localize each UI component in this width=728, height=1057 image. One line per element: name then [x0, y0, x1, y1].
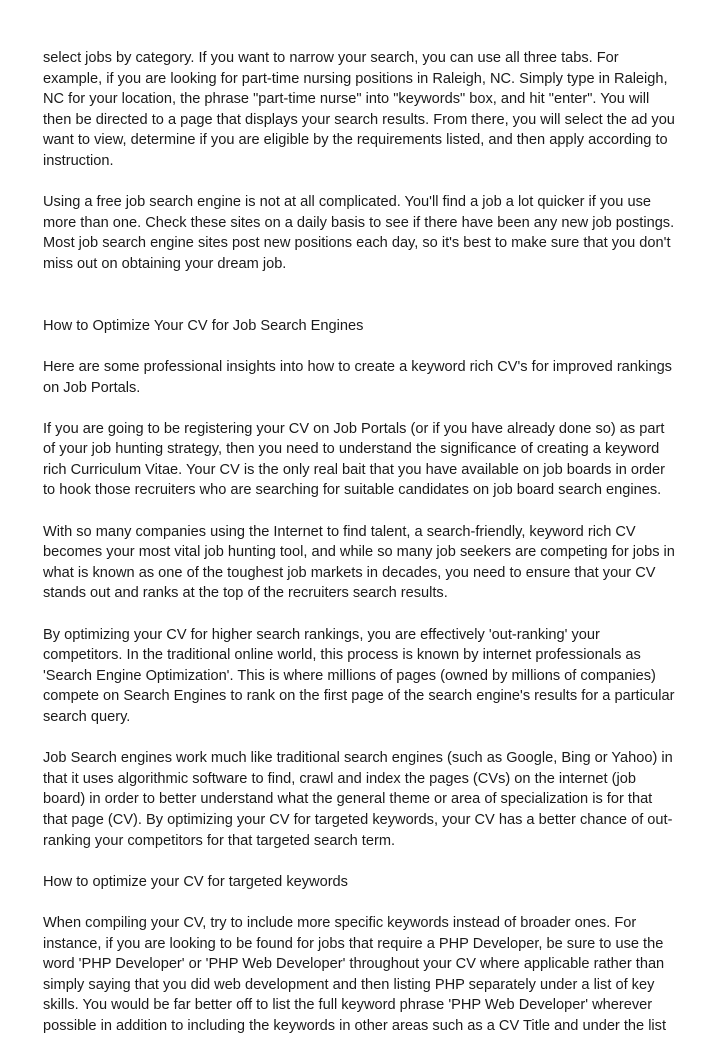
text-line: instruction.: [43, 152, 114, 169]
text-line: When compiling your CV, try to include more specific keywords instead of broader ones. For: [43, 914, 637, 931]
text-line: to hook those recruiters who are searching for suitable candidates on job board search engines.: [43, 482, 662, 499]
text-line: board) in order to better understand what the general theme or area of specialization is for that: [43, 791, 653, 808]
text-line: Here are some professional insights into how to create a keyword rich CV's for improved rankings: [43, 358, 672, 375]
section-heading-targeted-keywords: [43, 872, 688, 893]
text-line: NC for your location, the phrase "part-time nurse" into "keywords" box, and hit "enter". You will: [43, 91, 650, 108]
text-line: example, if you are looking for part-time nursing positions in Raleigh, NC. Simply type in Raleigh,: [43, 70, 668, 87]
text-line: on Job Portals.: [43, 379, 141, 396]
text-line: more than one. Check these sites on a daily basis to see if there have been any new job postings.: [43, 214, 675, 231]
text-line: search query.: [43, 709, 131, 725]
text-line: word 'PHP Developer' or 'PHP Web Developer' throughout your CV where applicable rather than: [43, 956, 665, 973]
text-line: that page (CV). By optimizing your CV for targeted keywords, your CV has a better chance of out-: [43, 811, 673, 828]
text-line: ranking your competitors for that targeted search term.: [43, 832, 396, 849]
text-line: possible in addition to including the keywords in other areas such as a CV Title and under the list: [43, 1017, 667, 1034]
paragraph-search-friendly-cv: [43, 522, 688, 604]
paragraph-professional-insights: [43, 357, 688, 398]
text-line: 'Search Engine Optimization'. This is where millions of pages (owned by millions of companies): [43, 667, 656, 684]
paragraph-job-search-tabs: [43, 48, 688, 172]
heading-text: How to optimize your CV for targeted keywords: [43, 873, 348, 890]
text-line: rich Curriculum Vitae. Your CV is the only real bait that you have available on job boards in order: [43, 461, 665, 478]
document-page: [43, 48, 688, 1057]
text-line: instance, if you are looking to be found for jobs that require a PHP Developer, be sure to use the: [43, 935, 664, 952]
paragraph-free-job-search-engine: [43, 192, 688, 274]
text-line: want to view, determine if you are eligible by the requirements listed, and then apply according to: [43, 132, 668, 149]
paragraph-search-engine-optimization: [43, 625, 688, 728]
text-line: If you are going to be registering your CV on Job Portals (or if you have already done so) as part: [43, 420, 665, 437]
text-line: select jobs by category. If you want to narrow your search, you can use all three tabs. For: [43, 50, 619, 66]
paragraph-compiling-cv: [43, 913, 688, 1037]
text-line: of your job hunting strategy, then you need to understand the significance of creating a keyword: [43, 441, 660, 458]
text-line: By optimizing your CV for higher search rankings, you are effectively 'out-ranking' your: [43, 626, 600, 643]
text-line: stands out and ranks at the top of the recruiters search results.: [43, 585, 448, 602]
paragraph-registering-cv: [43, 419, 688, 501]
text-line: then be directed to a page that displays your search results. From there, you will select the ad you: [43, 111, 675, 128]
paragraph-job-search-engines-work: [43, 748, 688, 851]
text-line: what is known as one of the toughest job markets in decades, you need to ensure that your CV: [43, 564, 656, 581]
text-line: compete on Search Engines to rank on the first page of the search engine's results for a particular: [43, 688, 675, 705]
text-line: With so many companies using the Internet to find talent, a search-friendly, keyword rich CV: [43, 523, 636, 540]
text-line: skills. You would be far better off to list the full keyword phrase 'PHP Web Developer' wherever: [43, 997, 653, 1014]
text-line: becomes your most vital job hunting tool, and while so many job seekers are competing for jobs in: [43, 544, 675, 561]
text-line: that it uses algorithmic software to find, crawl and index the pages (CVs) on the internet (job: [43, 770, 636, 787]
section-spacer: [43, 295, 688, 316]
text-line: Job Search engines work much like traditional search engines (such as Google, Bing or Yahoo) in: [43, 750, 673, 767]
section-heading-optimize-cv: [43, 316, 688, 337]
text-line: Using a free job search engine is not at all complicated. You'll find a job a lot quicker if you use: [43, 194, 651, 211]
text-line: simply saying that you did web development and then listing PHP separately under a list of key: [43, 976, 655, 993]
text-line: miss out on obtaining your dream job.: [43, 255, 287, 272]
text-line: Most job search engine sites post new positions each day, so it's best to make sure that you don't: [43, 235, 671, 252]
heading-text: How to Optimize Your CV for Job Search Engines: [43, 317, 364, 334]
text-line: competitors. In the traditional online world, this process is known by internet professionals as: [43, 647, 641, 664]
